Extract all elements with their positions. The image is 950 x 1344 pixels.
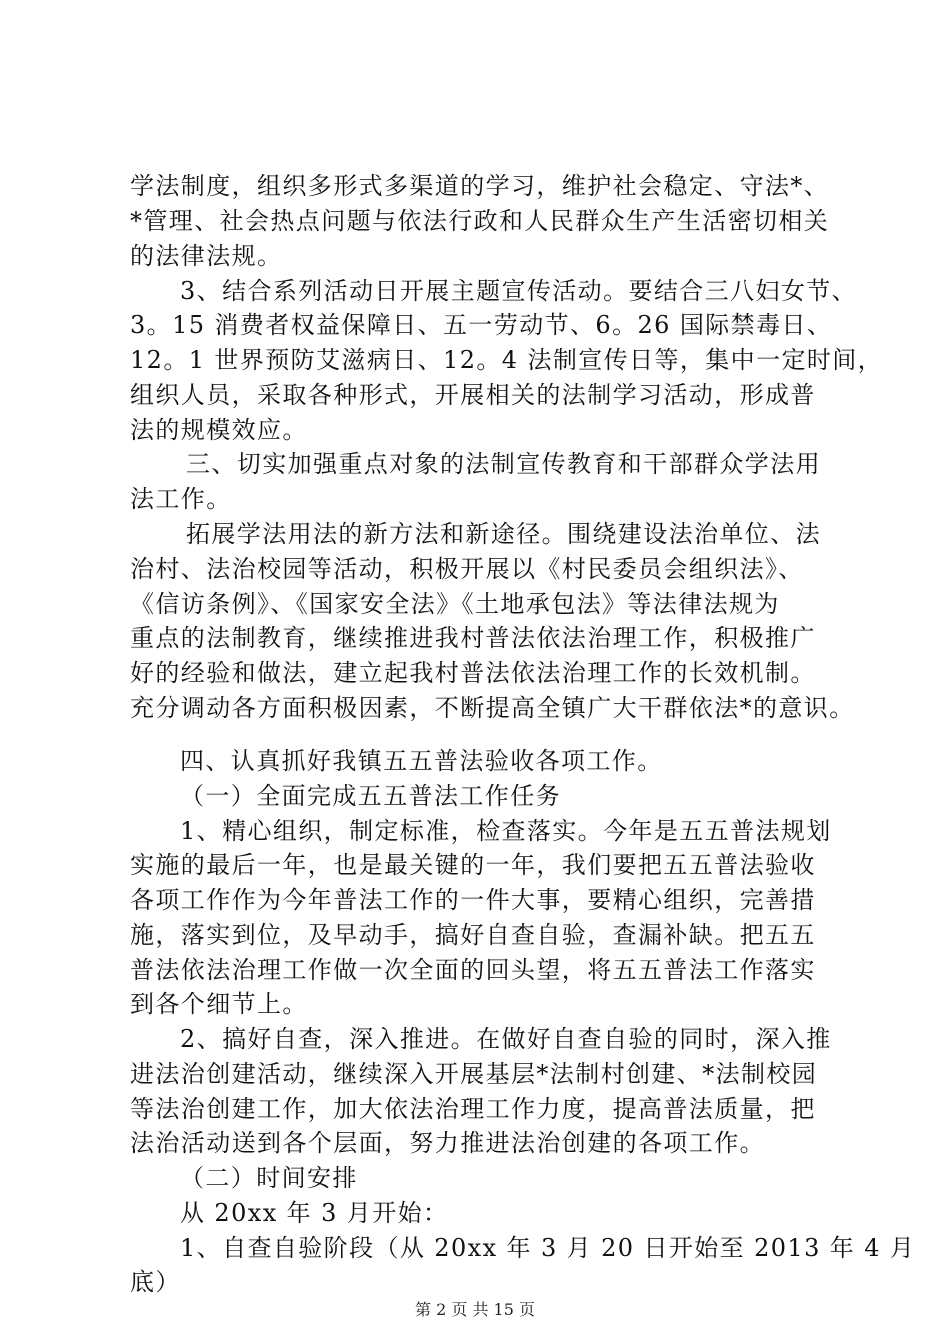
text-line: 法治活动送到各个层面，努力推进法治创建的各项工作。 [130,1129,765,1157]
text-line: 法的规模效应。 [130,416,308,444]
text-line: 的法律法规。 [130,242,283,270]
subsection-heading: （二）时间安排 [180,1164,358,1192]
text-line: 底） [130,1268,181,1296]
text-line: 施，落实到位，及早动手，搞好自查自验，查漏补缺。把五五 [130,921,816,949]
text-line: 1、精心组织，制定标准，检查落实。今年是五五普法规划 [180,817,832,845]
text-line: 3。15 消费者权益保障日、五一劳动节、6。26 国际禁毒日、 [130,311,833,339]
text-line: 普法依法治理工作做一次全面的回头望，将五五普法工作落实 [130,956,816,984]
section-heading: 三、切实加强重点对象的法制宣传教育和干部群众学法用 [186,450,821,478]
text-line: 12。1 世界预防艾滋病日、12。4 法制宣传日等，集中一定时间， [130,346,884,374]
section-heading: 法工作。 [130,485,232,513]
text-line: 充分调动各方面积极因素，不断提高全镇广大干群依法*的意识。 [130,694,855,722]
text-line: 2、搞好自查，深入推进。在做好自查自验的同时，深入推 [180,1025,832,1053]
text-line: 1、自查自验阶段（从 20xx 年 3 月 20 日开始至 2013 年 4 月 [180,1234,916,1262]
section-heading: 四、认真抓好我镇五五普法验收各项工作。 [180,747,663,775]
text-line: 拓展学法用法的新方法和新途径。围绕建设法治单位、法 [186,520,821,548]
text-line: 进法治创建活动，继续深入开展基层*法制村创建、*法制校园 [130,1060,818,1088]
text-line: 等法治创建工作，加大依法治理工作力度，提高普法质量，把 [130,1095,816,1123]
text-line: *管理、社会热点问题与依法行政和人民群众生产生活密切相关 [130,207,830,235]
text-line: 好的经验和做法，建立起我村普法依法治理工作的长效机制。 [130,659,816,687]
text-line: 从 20xx 年 3 月开始： [180,1199,449,1227]
text-line: 《信访条例》、《国家安全法》《土地承包法》等法律法规为 [130,590,780,618]
text-line: 治村、法治校园等活动，积极开展以《村民委员会组织法》、 [130,555,804,583]
page-number-footer: 第 2 页 共 15 页 [415,1300,535,1319]
text-line: 实施的最后一年，也是最关键的一年，我们要把五五普法验收 [130,851,816,879]
text-line: 到各个细节上。 [130,990,308,1018]
text-line: 重点的法制教育，继续推进我村普法依法治理工作，积极推广 [130,624,816,652]
text-line: 学法制度，组织多形式多渠道的学习，维护社会稳定、守法*、 [130,172,830,200]
text-line: 组织人员，采取各种形式，开展相关的法制学习活动，形成普 [130,381,816,409]
text-line: 各项工作作为今年普法工作的一件大事，要精心组织，完善措 [130,886,816,914]
text-line: 3、结合系列活动日开展主题宣传活动。要结合三八妇女节、 [180,277,858,305]
subsection-heading: （一）全面完成五五普法工作任务 [180,782,561,810]
